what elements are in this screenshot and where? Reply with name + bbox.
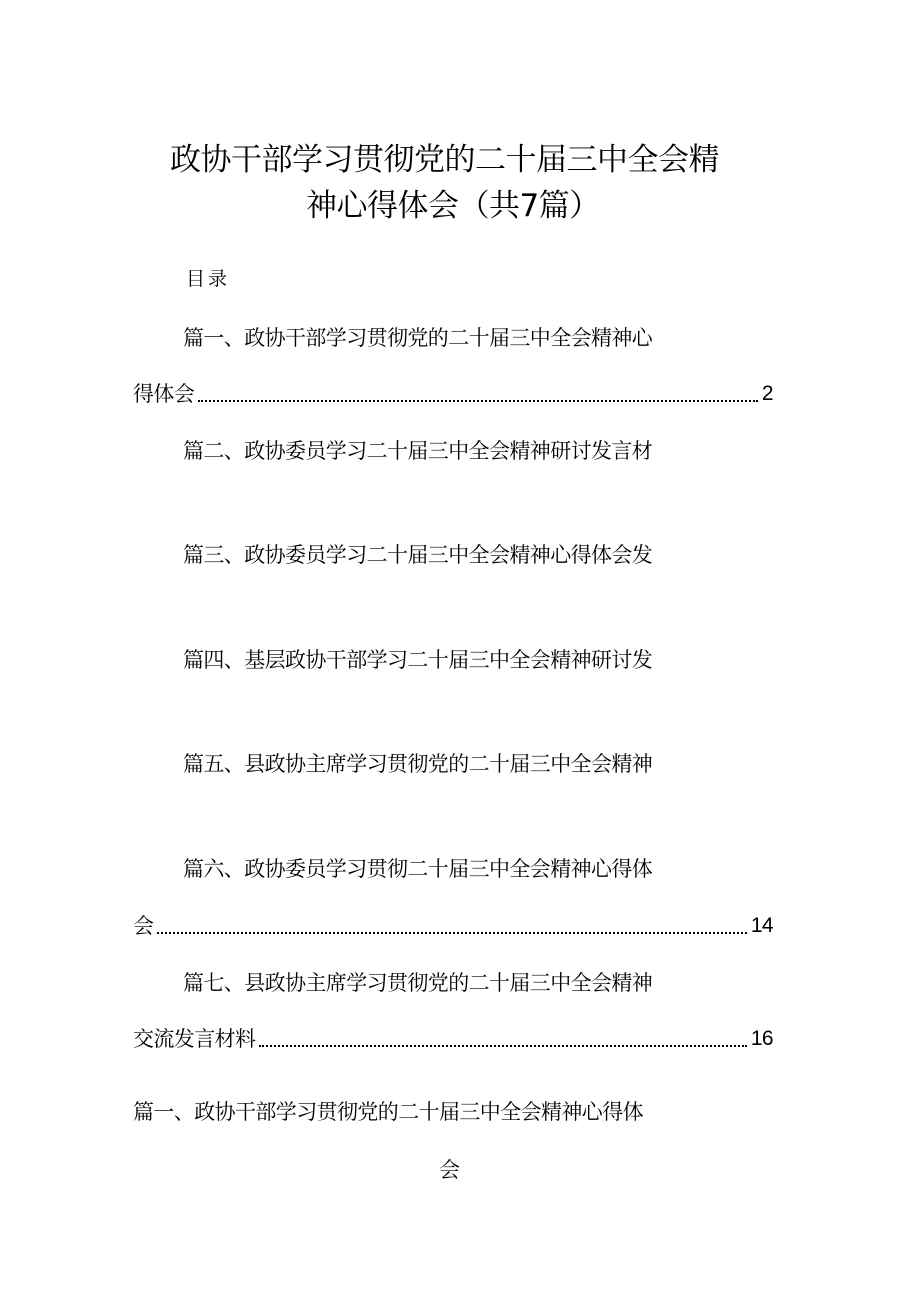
toc-dot-leader [198, 400, 758, 402]
toc-entry-2[interactable]: 篇二、政协委员学习二十届三中全会精神研讨发言材 [183, 439, 653, 463]
section-heading-line-2: 会 [439, 1158, 460, 1182]
toc-dot-leader [259, 1045, 746, 1047]
document-title-line-1: 政协干部学习贯彻党的二十届三中全会精 [170, 142, 719, 178]
toc-entry-1-continuation[interactable] [133, 378, 773, 410]
toc-entry-6-page-number: 14 [750, 914, 773, 937]
toc-entry-6-continuation-text: 会 [133, 914, 154, 938]
toc-entry-1[interactable]: 篇一、政协干部学习贯彻党的二十届三中全会精神心 [183, 326, 653, 350]
toc-entry-7-continuation-text: 交流发言材料 [133, 1027, 256, 1051]
toc-entry-6-continuation[interactable] [133, 910, 773, 942]
toc-entry-3[interactable]: 篇三、政协委员学习二十届三中全会精神心得体会发 [183, 543, 653, 567]
toc-entry-6[interactable]: 篇六、政协委员学习贯彻二十届三中全会精神心得体 [183, 857, 653, 881]
document-title-line-2: 神心得体会（共7篇） [306, 188, 600, 224]
toc-entry-1-continuation-text: 得体会 [133, 382, 195, 406]
toc-entry-4[interactable]: 篇四、基层政协干部学习二十届三中全会精神研讨发 [183, 648, 653, 672]
toc-label: 目录 [186, 268, 231, 290]
toc-entry-7[interactable]: 篇七、县政协主席学习贯彻党的二十届三中全会精神 [183, 971, 653, 995]
toc-entry-7-continuation[interactable] [133, 1023, 773, 1055]
toc-entry-1-page-number: 2 [761, 382, 773, 405]
section-heading-line-1: 篇一、政协干部学习贯彻党的二十届三中全会精神心得体 [133, 1100, 643, 1124]
toc-entry-5[interactable]: 篇五、县政协主席学习贯彻党的二十届三中全会精神 [183, 752, 653, 776]
toc-dot-leader [157, 932, 746, 934]
toc-entry-7-page-number: 16 [750, 1027, 773, 1050]
